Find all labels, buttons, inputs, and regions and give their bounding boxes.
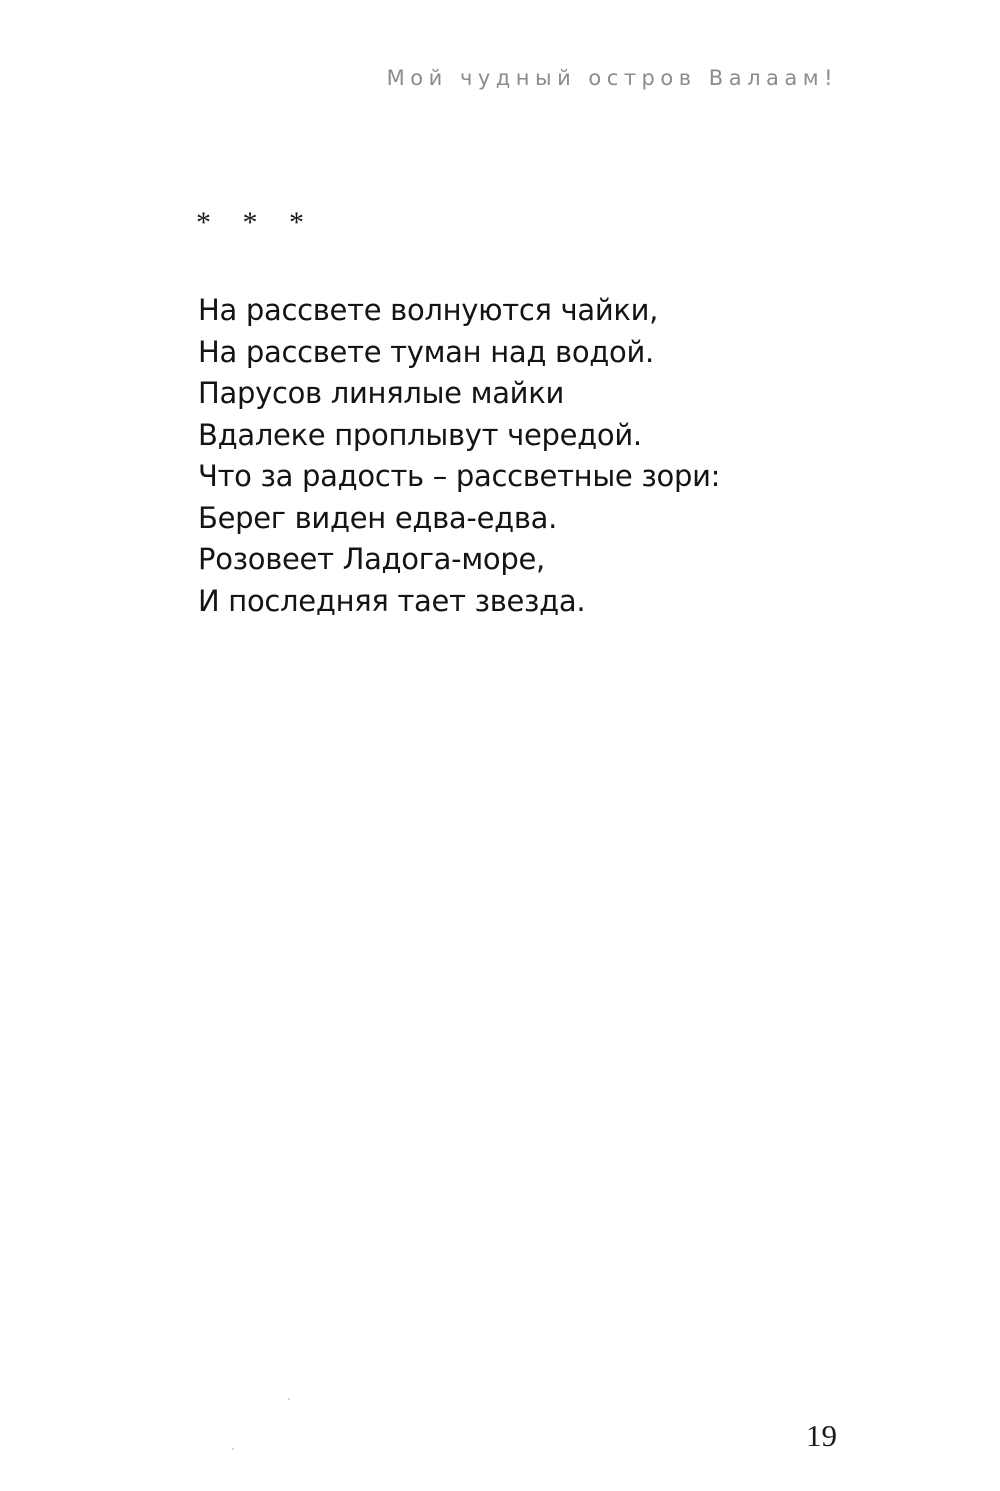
poem xyxy=(198,290,720,622)
poem-line: Берег виден едва-едва. xyxy=(198,500,558,535)
section-separator: * * * xyxy=(196,206,316,239)
poem-line: Парусов линялые майки xyxy=(198,376,564,410)
poem-line: И последняя тает звезда. xyxy=(198,583,586,618)
poem-line: Розовеет Ладога-море, xyxy=(198,542,545,576)
print-speck xyxy=(288,1398,290,1400)
running-header: Мой чудный остров Валаам! xyxy=(386,66,838,90)
poem-line: Что за радость – рассветные зори: xyxy=(198,459,721,493)
poem-line: Вдалеке проплывут чередой. xyxy=(198,417,642,452)
poem-line: На рассвете волнуются чайки, xyxy=(198,293,659,327)
print-speck xyxy=(232,1448,234,1450)
poem-line: На рассвете туман над водой. xyxy=(198,334,654,369)
page-number: 19 xyxy=(806,1418,837,1453)
